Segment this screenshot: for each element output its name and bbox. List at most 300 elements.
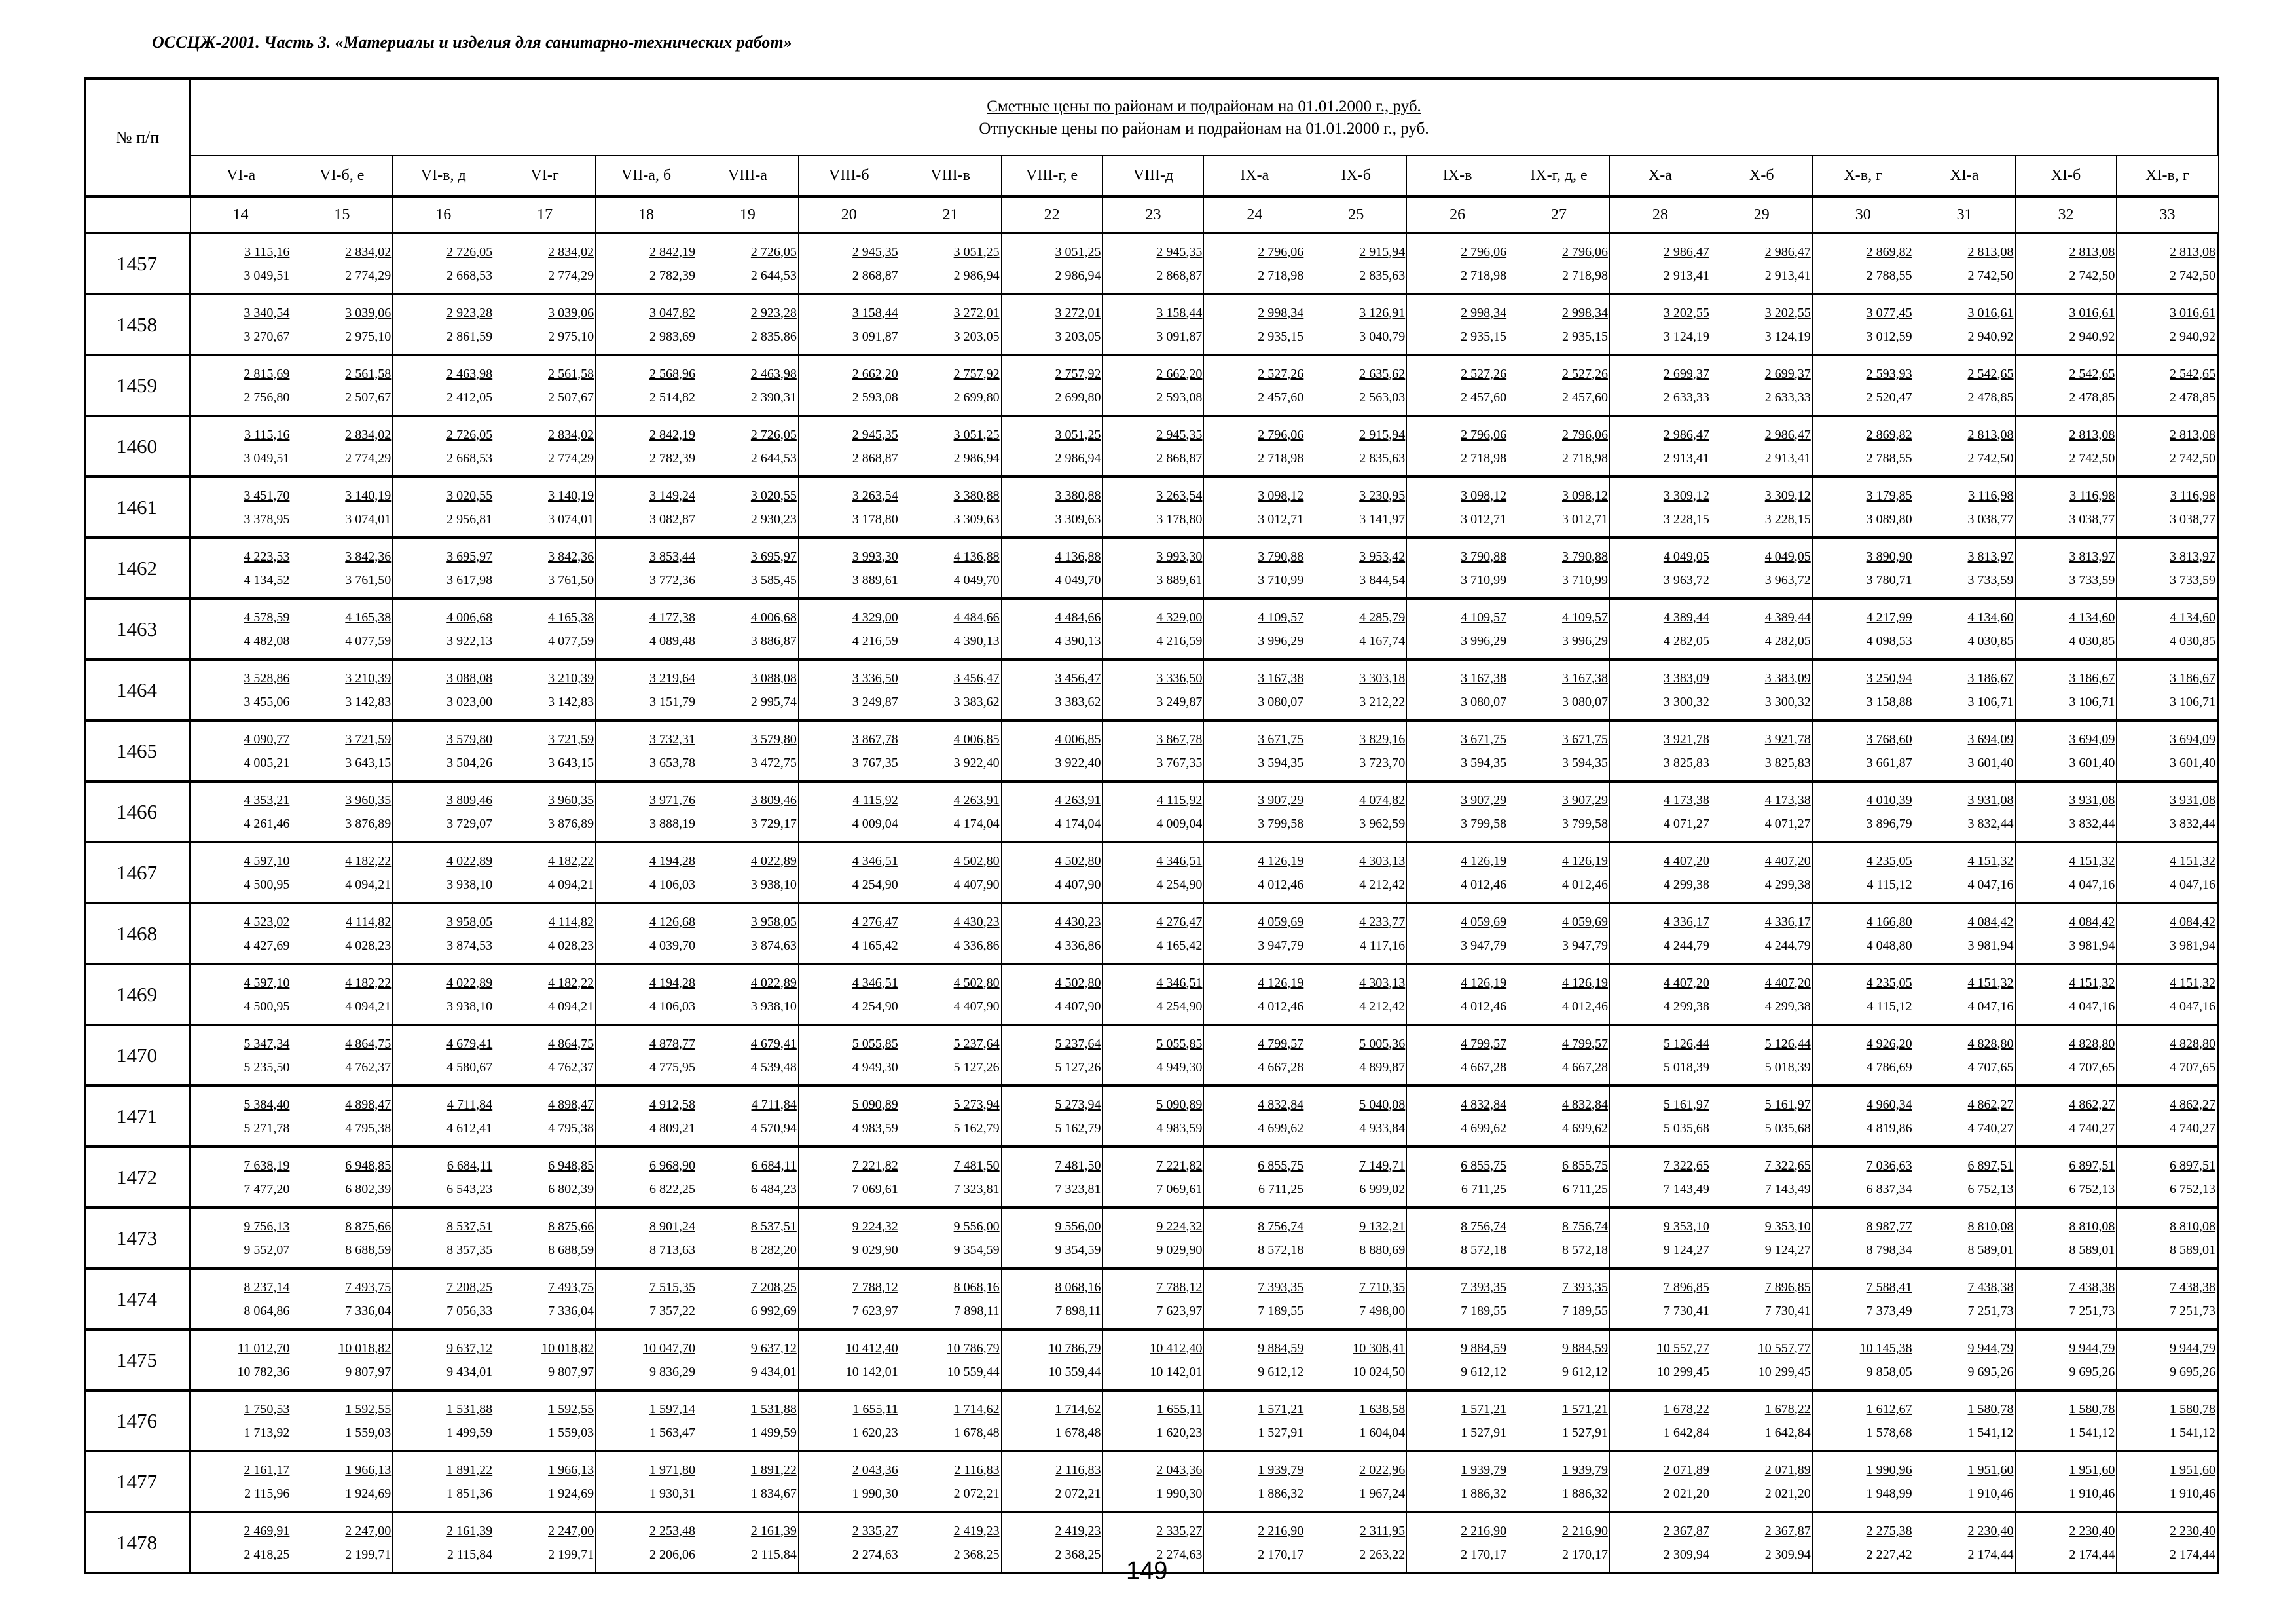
wholesale-price: 2 995,74 (750, 694, 797, 709)
wholesale-price: 4 299,38 (1764, 877, 1811, 892)
wholesale-price: 2 868,87 (852, 451, 898, 466)
wholesale-price: 2 520,47 (1866, 390, 1912, 405)
wholesale-price: 7 251,73 (2170, 1303, 2215, 1318)
price-cell (1001, 1329, 1102, 1390)
price-cell (697, 1086, 798, 1147)
wholesale-price: 2 913,41 (1764, 451, 1811, 466)
wholesale-price: 3 643,15 (548, 755, 594, 770)
wholesale-price: 3 733,59 (2170, 572, 2215, 587)
estimated-price: 8 901,24 (649, 1219, 695, 1234)
wholesale-price: 4 047,16 (2170, 877, 2215, 892)
price-cell (190, 1451, 291, 1512)
wholesale-price: 2 457,60 (1561, 390, 1608, 405)
wholesale-price: 4 012,46 (1461, 999, 1507, 1014)
price-cell (1609, 1268, 1711, 1329)
wholesale-price: 2 021,20 (1764, 1486, 1811, 1501)
wholesale-price: 1 563,47 (649, 1425, 695, 1440)
estimated-price: 3 116,98 (1968, 488, 2014, 503)
wholesale-price: 3 874,53 (446, 938, 493, 953)
wholesale-price: 4 115,12 (1867, 999, 1912, 1014)
wholesale-price: 2 774,29 (548, 268, 594, 283)
estimated-price: 3 960,35 (345, 792, 392, 807)
wholesale-price: 1 620,23 (852, 1425, 898, 1440)
estimated-price: 3 167,38 (1461, 671, 1507, 686)
estimated-price: 1 597,14 (649, 1401, 695, 1416)
price-cell (291, 964, 393, 1025)
price-cell (1508, 477, 1610, 538)
region-header: IX-в (1407, 156, 1508, 197)
wholesale-price: 2 718,98 (1461, 451, 1507, 466)
estimated-price: 10 018,82 (338, 1340, 392, 1356)
wholesale-price: 2 633,33 (1764, 390, 1811, 405)
wholesale-price: 3 300,32 (1663, 694, 1709, 709)
price-cell (1508, 1086, 1610, 1147)
wholesale-price: 4 707,65 (1967, 1060, 2014, 1075)
price-cell (1001, 477, 1102, 538)
price-cell (2015, 1147, 2117, 1208)
price-cell (1001, 964, 1102, 1025)
wholesale-price: 4 012,46 (1258, 877, 1304, 892)
price-cell (494, 477, 596, 538)
price-cell (1812, 781, 1914, 842)
wholesale-price: 3 729,07 (446, 816, 493, 831)
price-cell (494, 233, 596, 294)
estimated-price: 1 750,53 (244, 1401, 290, 1416)
price-cell (393, 781, 494, 842)
estimated-price: 1 571,21 (1258, 1401, 1304, 1416)
price-cell (1914, 781, 2015, 842)
wholesale-price: 3 106,71 (2170, 694, 2215, 709)
estimated-price: 9 132,21 (1359, 1219, 1406, 1234)
estimated-price: 1 951,60 (1967, 1462, 2014, 1477)
price-cell (190, 599, 291, 659)
estimated-price: 7 036,63 (1866, 1158, 1912, 1173)
estimated-price: 2 813,08 (1967, 427, 2014, 442)
estimated-price: 7 393,35 (1461, 1280, 1507, 1295)
estimated-price: 4 126,19 (1461, 975, 1507, 990)
wholesale-price: 1 930,31 (649, 1486, 695, 1501)
estimated-price: 1 592,55 (345, 1401, 392, 1416)
column-number-row (85, 196, 2218, 233)
price-cell (2015, 720, 2117, 781)
price-cell (1204, 720, 1305, 781)
price-cell (1812, 538, 1914, 599)
estimated-price: 3 336,50 (852, 671, 898, 686)
wholesale-price: 4 094,21 (345, 999, 392, 1014)
column-number: 21 (900, 196, 1001, 233)
wholesale-price: 4 009,04 (1156, 816, 1203, 831)
wholesale-price: 3 383,62 (1055, 694, 1101, 709)
wholesale-price: 3 772,36 (649, 572, 695, 587)
column-number: 30 (1812, 196, 1914, 233)
estimated-price: 3 250,94 (1866, 671, 1912, 686)
estimated-price: 7 393,35 (1258, 1280, 1304, 1295)
wholesale-price: 7 251,73 (2069, 1303, 2115, 1318)
row-number: 1462 (85, 538, 190, 599)
wholesale-price: 3 228,15 (1663, 511, 1709, 526)
estimated-price: 1 966,13 (548, 1462, 594, 1477)
region-header: VIII-а (697, 156, 798, 197)
estimated-price: 4 329,00 (852, 610, 898, 625)
price-cell (2117, 1147, 2218, 1208)
estimated-price: 2 542,65 (1967, 366, 2014, 381)
estimated-price: 2 043,36 (852, 1462, 898, 1477)
wholesale-price: 2 115,96 (244, 1486, 290, 1501)
wholesale-price: 2 507,67 (548, 390, 594, 405)
wholesale-price: 7 623,97 (852, 1303, 898, 1318)
estimated-price: 2 796,06 (1461, 427, 1507, 442)
estimated-price: 3 960,35 (548, 792, 594, 807)
estimated-price: 4 336,17 (1764, 914, 1811, 929)
estimated-price: 4 166,80 (1866, 914, 1912, 929)
price-cell (798, 964, 900, 1025)
price-cell (1914, 1451, 2015, 1512)
estimated-price: 1 939,79 (1561, 1462, 1608, 1477)
wholesale-price: 3 729,17 (750, 816, 797, 831)
estimated-price: 3 202,55 (1764, 305, 1811, 320)
price-cell (1711, 599, 1812, 659)
wholesale-price: 1 990,30 (852, 1486, 898, 1501)
price-cell (1407, 1329, 1508, 1390)
price-cell (900, 538, 1001, 599)
estimated-price: 9 637,12 (750, 1340, 797, 1356)
estimated-price: 6 968,90 (649, 1158, 695, 1173)
wholesale-price: 4 254,90 (1156, 877, 1203, 892)
wholesale-price: 2 956,81 (446, 511, 493, 526)
wholesale-price: 6 992,69 (750, 1303, 797, 1318)
wholesale-price: 4 047,16 (1967, 999, 2014, 1014)
wholesale-price: 3 889,61 (852, 572, 898, 587)
price-cell (1812, 1329, 1914, 1390)
estimated-price: 3 140,19 (345, 488, 392, 503)
price-cell (596, 1086, 697, 1147)
estimated-price: 4 864,75 (548, 1036, 594, 1051)
wholesale-price: 9 807,97 (345, 1364, 392, 1379)
price-cell (1812, 842, 1914, 903)
price-cell (1102, 1390, 1204, 1451)
price-cell (1711, 1390, 1812, 1451)
wholesale-price: 3 799,58 (1258, 816, 1304, 831)
price-cell (2015, 1451, 2117, 1512)
estimated-price: 5 237,64 (953, 1036, 1000, 1051)
price-cell (494, 1390, 596, 1451)
estimated-price: 2 542,65 (2069, 366, 2115, 381)
price-cell (798, 903, 900, 964)
estimated-price: 3 671,75 (1258, 731, 1304, 747)
estimated-price: 2 662,20 (852, 366, 898, 381)
estimated-price: 4 799,57 (1461, 1036, 1507, 1051)
table-row (85, 1147, 2218, 1208)
price-cell (798, 659, 900, 720)
price-cell (1711, 720, 1812, 781)
estimated-price: 2 116,83 (1055, 1462, 1101, 1477)
estimated-price: 3 579,80 (446, 731, 493, 747)
estimated-price: 3 380,88 (953, 488, 1000, 503)
wholesale-price: 3 249,87 (852, 694, 898, 709)
estimated-price: 4 303,13 (1359, 975, 1406, 990)
price-cell (1102, 842, 1204, 903)
price-cell (1001, 903, 1102, 964)
price-cell (1508, 1390, 1610, 1451)
price-cell (1609, 416, 1711, 477)
row-number: 1460 (85, 416, 190, 477)
price-cell (1407, 538, 1508, 599)
estimated-price: 4 864,75 (345, 1036, 392, 1051)
estimated-price: 10 557,77 (1758, 1340, 1811, 1356)
wholesale-price: 3 922,40 (1055, 755, 1101, 770)
price-cell (1711, 355, 1812, 416)
estimated-price: 4 346,51 (852, 853, 898, 868)
estimated-price: 2 834,02 (548, 427, 594, 442)
price-cell (1508, 355, 1610, 416)
wholesale-price: 9 124,27 (1764, 1242, 1811, 1257)
price-cell (190, 903, 291, 964)
table-row (85, 1329, 2218, 1390)
wholesale-price: 4 740,27 (2069, 1120, 2115, 1135)
price-cell (291, 1208, 393, 1268)
wholesale-price: 3 124,19 (1663, 329, 1709, 344)
wholesale-price: 3 896,79 (1866, 816, 1912, 831)
wholesale-price: 7 336,04 (345, 1303, 392, 1318)
estimated-price: 4 484,66 (1055, 610, 1101, 625)
price-cell (1102, 1147, 1204, 1208)
estimated-price: 7 481,50 (1055, 1158, 1101, 1173)
estimated-price: 2 367,87 (1663, 1523, 1709, 1538)
wholesale-price: 9 612,12 (1258, 1364, 1304, 1379)
wholesale-price: 4 244,79 (1764, 938, 1811, 953)
estimated-price: 3 336,50 (1156, 671, 1203, 686)
price-cell (1001, 1512, 1102, 1573)
table-title-wholesale: Отпускные цены по районам и подрайонам на 01.01.2000 г., руб. (979, 119, 1429, 138)
estimated-price: 5 273,94 (1055, 1097, 1101, 1112)
wholesale-price: 3 080,07 (1461, 694, 1507, 709)
estimated-price: 2 945,35 (852, 244, 898, 259)
price-cell (1711, 964, 1812, 1025)
estimated-price: 4 059,69 (1561, 914, 1608, 929)
price-cell (190, 477, 291, 538)
price-cell (494, 416, 596, 477)
wholesale-price: 7 143,49 (1764, 1181, 1811, 1196)
estimated-price: 4 151,32 (2170, 975, 2215, 990)
estimated-price: 9 944,79 (2170, 1340, 2215, 1356)
estimated-price: 3 186,67 (2069, 671, 2115, 686)
wholesale-price: 7 056,33 (446, 1303, 493, 1318)
wholesale-price: 3 038,77 (1967, 511, 2014, 526)
wholesale-price: 2 274,63 (1156, 1547, 1203, 1562)
wholesale-price: 3 938,10 (750, 877, 797, 892)
price-cell (1812, 1451, 1914, 1512)
price-cell (494, 1329, 596, 1390)
price-cell (2117, 659, 2218, 720)
estimated-price: 4 136,88 (1055, 549, 1101, 564)
estimated-price: 4 194,28 (649, 975, 695, 990)
price-cell (291, 355, 393, 416)
price-cell (900, 416, 1001, 477)
estimated-price: 3 842,36 (548, 549, 594, 564)
estimated-price: 4 502,80 (1055, 975, 1101, 990)
price-cell (697, 599, 798, 659)
price-cell (2117, 1451, 2218, 1512)
table-title (190, 79, 2218, 156)
wholesale-price: 7 498,00 (1359, 1303, 1406, 1318)
estimated-price: 3 732,31 (649, 731, 695, 747)
wholesale-price: 6 752,13 (2170, 1181, 2215, 1196)
price-cell (1812, 964, 1914, 1025)
price-cell (1914, 355, 2015, 416)
price-cell (900, 1268, 1001, 1329)
estimated-price: 7 322,65 (1764, 1158, 1811, 1173)
estimated-price: 4 263,91 (953, 792, 1000, 807)
price-cell (1609, 1147, 1711, 1208)
price-cell (596, 538, 697, 599)
estimated-price: 3 383,09 (1764, 671, 1811, 686)
estimated-price: 4 126,68 (649, 914, 695, 929)
price-cell (291, 659, 393, 720)
wholesale-price: 2 206,06 (649, 1547, 695, 1562)
estimated-price: 3 202,55 (1663, 305, 1709, 320)
row-number: 1459 (85, 355, 190, 416)
estimated-price: 1 655,11 (852, 1401, 898, 1416)
wholesale-price: 3 309,63 (1055, 511, 1101, 526)
estimated-price: 7 438,38 (1967, 1280, 2014, 1295)
wholesale-price: 2 868,87 (1156, 268, 1203, 283)
price-cell (697, 659, 798, 720)
estimated-price: 3 958,05 (446, 914, 493, 929)
price-cell (291, 1512, 393, 1573)
price-cell (1711, 1025, 1812, 1086)
price-cell (1204, 355, 1305, 416)
price-cell (494, 842, 596, 903)
price-cell (1407, 233, 1508, 294)
region-header: VI-г (494, 156, 596, 197)
running-header: ОССЦЖ-2001. Часть 3. «Материалы и изделия для санитарно-технических работ» (152, 33, 792, 52)
wholesale-price: 3 947,79 (1258, 938, 1304, 953)
price-cell (190, 964, 291, 1025)
wholesale-price: 2 868,87 (1156, 451, 1203, 466)
wholesale-price: 4 212,42 (1359, 877, 1406, 892)
estimated-price: 5 384,40 (244, 1097, 290, 1112)
estimated-price: 3 167,38 (1258, 671, 1304, 686)
price-cell (900, 659, 1001, 720)
estimated-price: 11 012,70 (238, 1340, 290, 1356)
price-cell (393, 1329, 494, 1390)
estimated-price: 4 303,13 (1359, 853, 1406, 868)
wholesale-price: 2 742,50 (1967, 268, 2014, 283)
estimated-price: 2 216,90 (1258, 1523, 1304, 1538)
wholesale-price: 2 718,98 (1561, 451, 1608, 466)
estimated-price: 2 726,05 (750, 244, 797, 259)
wholesale-price: 4 071,27 (1764, 816, 1811, 831)
estimated-price: 4 151,32 (2069, 853, 2115, 868)
price-cell (291, 233, 393, 294)
price-cell (1305, 416, 1407, 477)
estimated-price: 4 134,60 (2170, 610, 2215, 625)
wholesale-price: 2 170,17 (1258, 1547, 1304, 1562)
estimated-price: 4 407,20 (1764, 853, 1811, 868)
price-cell (2015, 1390, 2117, 1451)
wholesale-price: 2 514,82 (649, 390, 695, 405)
price-cell (190, 720, 291, 781)
wholesale-price: 6 999,02 (1359, 1181, 1406, 1196)
price-cell (1711, 477, 1812, 538)
wholesale-price: 3 203,05 (953, 329, 1000, 344)
wholesale-price: 2 986,94 (1055, 451, 1101, 466)
row-number: 1467 (85, 842, 190, 903)
price-cell (697, 1451, 798, 1512)
estimated-price: 4 828,80 (1967, 1036, 2014, 1051)
price-cell (1001, 842, 1102, 903)
price-cell (900, 1086, 1001, 1147)
wholesale-price: 7 323,81 (953, 1181, 1000, 1196)
estimated-price: 4 126,19 (1561, 975, 1608, 990)
estimated-price: 2 230,40 (2170, 1523, 2215, 1538)
estimated-price: 2 923,28 (750, 305, 797, 320)
estimated-price: 2 463,98 (750, 366, 797, 381)
estimated-price: 3 039,06 (345, 305, 392, 320)
wholesale-price: 2 368,25 (1055, 1547, 1101, 1562)
wholesale-price: 4 167,74 (1359, 633, 1406, 648)
price-cell (1305, 294, 1407, 355)
estimated-price: 1 531,88 (750, 1401, 797, 1416)
estimated-price: 7 208,25 (750, 1280, 797, 1295)
estimated-price: 4 926,20 (1866, 1036, 1912, 1051)
price-cell (2015, 538, 2117, 599)
estimated-price: 3 867,78 (852, 731, 898, 747)
price-cell (596, 781, 697, 842)
estimated-price: 3 931,08 (2170, 792, 2215, 807)
estimated-price: 3 016,61 (2069, 305, 2115, 320)
price-cell (1407, 720, 1508, 781)
wholesale-price: 4 048,80 (1866, 938, 1912, 953)
estimated-price: 9 224,32 (1156, 1219, 1203, 1234)
wholesale-price: 1 678,48 (1055, 1425, 1101, 1440)
price-cell (2117, 1086, 2218, 1147)
price-cell (1508, 659, 1610, 720)
estimated-price: 4 276,47 (1156, 914, 1203, 929)
price-cell (697, 538, 798, 599)
estimated-price: 2 699,37 (1764, 366, 1811, 381)
estimated-price: 8 875,66 (345, 1219, 392, 1234)
price-table (84, 77, 2219, 1574)
wholesale-price: 4 012,46 (1561, 999, 1608, 1014)
wholesale-price: 7 189,55 (1561, 1303, 1608, 1318)
estimated-price: 3 158,44 (1156, 305, 1203, 320)
wholesale-price: 8 572,18 (1258, 1242, 1304, 1257)
estimated-price: 4 329,00 (1156, 610, 1203, 625)
wholesale-price: 2 742,50 (2069, 268, 2115, 283)
estimated-price: 1 580,78 (2069, 1401, 2115, 1416)
wholesale-price: 10 782,36 (237, 1364, 290, 1379)
price-cell (190, 416, 291, 477)
price-cell (1305, 1329, 1407, 1390)
estimated-price: 2 726,05 (446, 244, 493, 259)
column-number: 33 (2117, 196, 2218, 233)
wholesale-price: 2 699,80 (1055, 390, 1101, 405)
estimated-price: 2 699,37 (1663, 366, 1709, 381)
price-cell (291, 842, 393, 903)
wholesale-price: 8 357,35 (446, 1242, 493, 1257)
wholesale-price: 2 478,85 (1967, 390, 2014, 405)
estimated-price: 4 134,60 (2069, 610, 2115, 625)
page-number: 149 (1126, 1557, 1168, 1585)
wholesale-price: 4 699,62 (1561, 1120, 1608, 1135)
estimated-price: 4 059,69 (1461, 914, 1507, 929)
estimated-price: 2 216,90 (1461, 1523, 1507, 1538)
price-cell (1305, 1512, 1407, 1573)
wholesale-price: 3 996,29 (1561, 633, 1608, 648)
column-number: 29 (1711, 196, 1812, 233)
wholesale-price: 3 228,15 (1764, 511, 1811, 526)
